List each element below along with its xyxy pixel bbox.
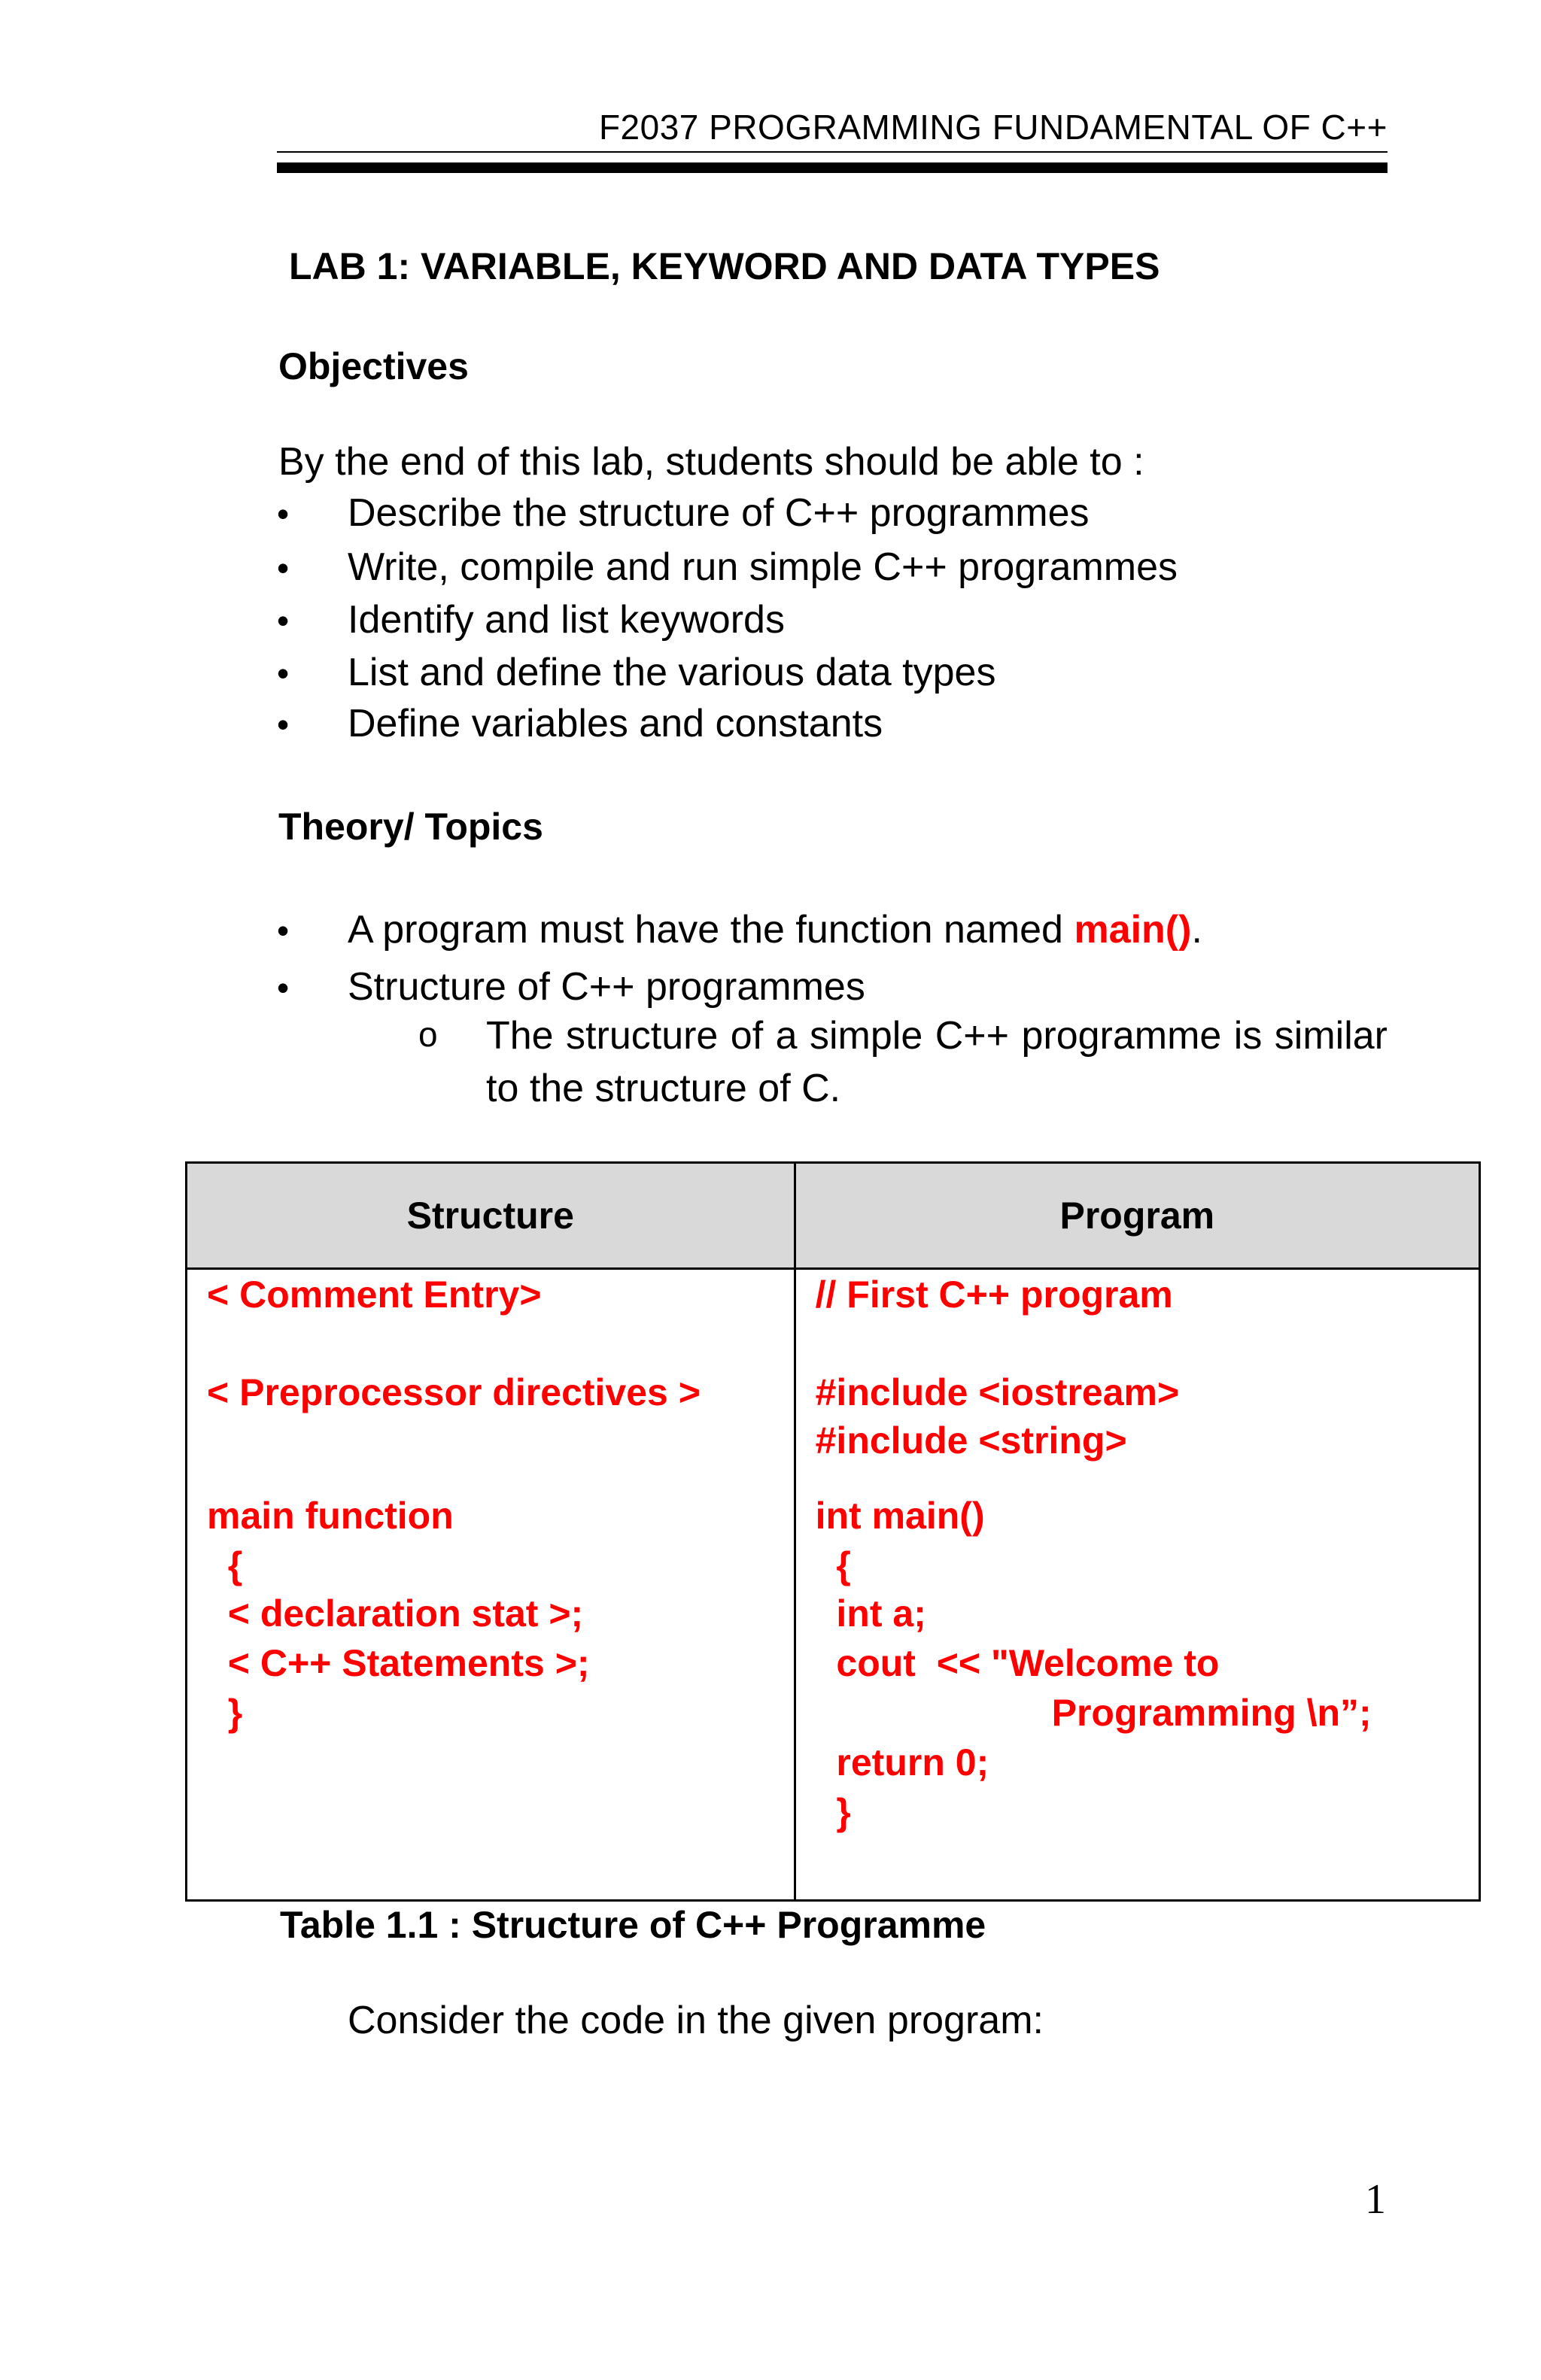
- theory-heading: Theory/ Topics: [278, 806, 543, 848]
- structure-line: }: [207, 1692, 243, 1734]
- table-header-program: Program: [795, 1163, 1479, 1269]
- theory-sub-item: The structure of a simple C++ programme is similar to the structure of C.: [486, 1014, 1388, 1110]
- structure-line: main function: [207, 1495, 454, 1537]
- header-course-title: F2037 PROGRAMMING FUNDAMENTAL OF C++: [598, 108, 1388, 147]
- theory-bullet-prefix: A program must have the function named: [348, 908, 1074, 952]
- closing-text: Consider the code in the given program:: [348, 1999, 1044, 2042]
- program-line: int main(): [815, 1495, 985, 1537]
- program-line: #include <iostream>: [815, 1371, 1180, 1413]
- table-header-structure: Structure: [187, 1163, 795, 1269]
- bullet-icon: •: [277, 494, 290, 533]
- structure-line: < declaration stat >;: [207, 1592, 584, 1635]
- program-line: return 0;: [815, 1741, 989, 1783]
- program-line: cout << "Welcome to: [815, 1642, 1220, 1684]
- bullet-icon: •: [277, 968, 290, 1007]
- program-line: int a;: [815, 1592, 926, 1635]
- header-thin-rule: [277, 151, 1388, 153]
- structure-line: < Preprocessor directives >: [207, 1371, 701, 1413]
- circle-bullet-icon: o: [418, 1015, 438, 1054]
- objectives-intro: By the end of this lab, students should be able to :: [278, 440, 1144, 484]
- program-line: // First C++ program: [815, 1273, 1173, 1316]
- program-line: Programming \n”;: [1051, 1692, 1372, 1734]
- structure-line: {: [207, 1544, 243, 1586]
- objective-item: List and define the various data types: [348, 651, 996, 694]
- objective-item: Identify and list keywords: [348, 598, 785, 642]
- table-caption: Table 1.1 : Structure of C++ Programme: [280, 1904, 986, 1946]
- bullet-icon: •: [277, 654, 290, 693]
- page-number: 1: [1365, 2176, 1386, 2223]
- objective-item: Describe the structure of C++ programmes: [348, 491, 1090, 535]
- program-line: {: [815, 1544, 851, 1586]
- structure-line: < C++ Statements >;: [207, 1642, 590, 1684]
- theory-bullet-main: [348, 907, 1202, 952]
- structure-cell: [187, 1269, 795, 1901]
- program-line: }: [815, 1791, 851, 1833]
- lab-title: LAB 1: VARIABLE, KEYWORD AND DATA TYPES: [289, 245, 1160, 287]
- main-function-highlight: main(): [1074, 908, 1192, 952]
- structure-table: [185, 1161, 1481, 1902]
- objective-item: Define variables and constants: [348, 702, 883, 745]
- objectives-heading: Objectives: [278, 345, 469, 387]
- structure-line: < Comment Entry>: [207, 1273, 542, 1316]
- bullet-icon: •: [277, 548, 290, 587]
- theory-bullet-structure: Structure of C++ programmes: [348, 965, 865, 1009]
- bullet-icon: •: [277, 705, 290, 744]
- bullet-icon: •: [277, 911, 290, 950]
- program-line: #include <string>: [815, 1419, 1127, 1462]
- header-thick-rule: [277, 162, 1388, 173]
- program-cell: [795, 1269, 1479, 1901]
- objective-item: Write, compile and run simple C++ programmes: [348, 545, 1178, 589]
- theory-bullet-suffix: .: [1191, 908, 1202, 952]
- bullet-icon: •: [277, 601, 290, 640]
